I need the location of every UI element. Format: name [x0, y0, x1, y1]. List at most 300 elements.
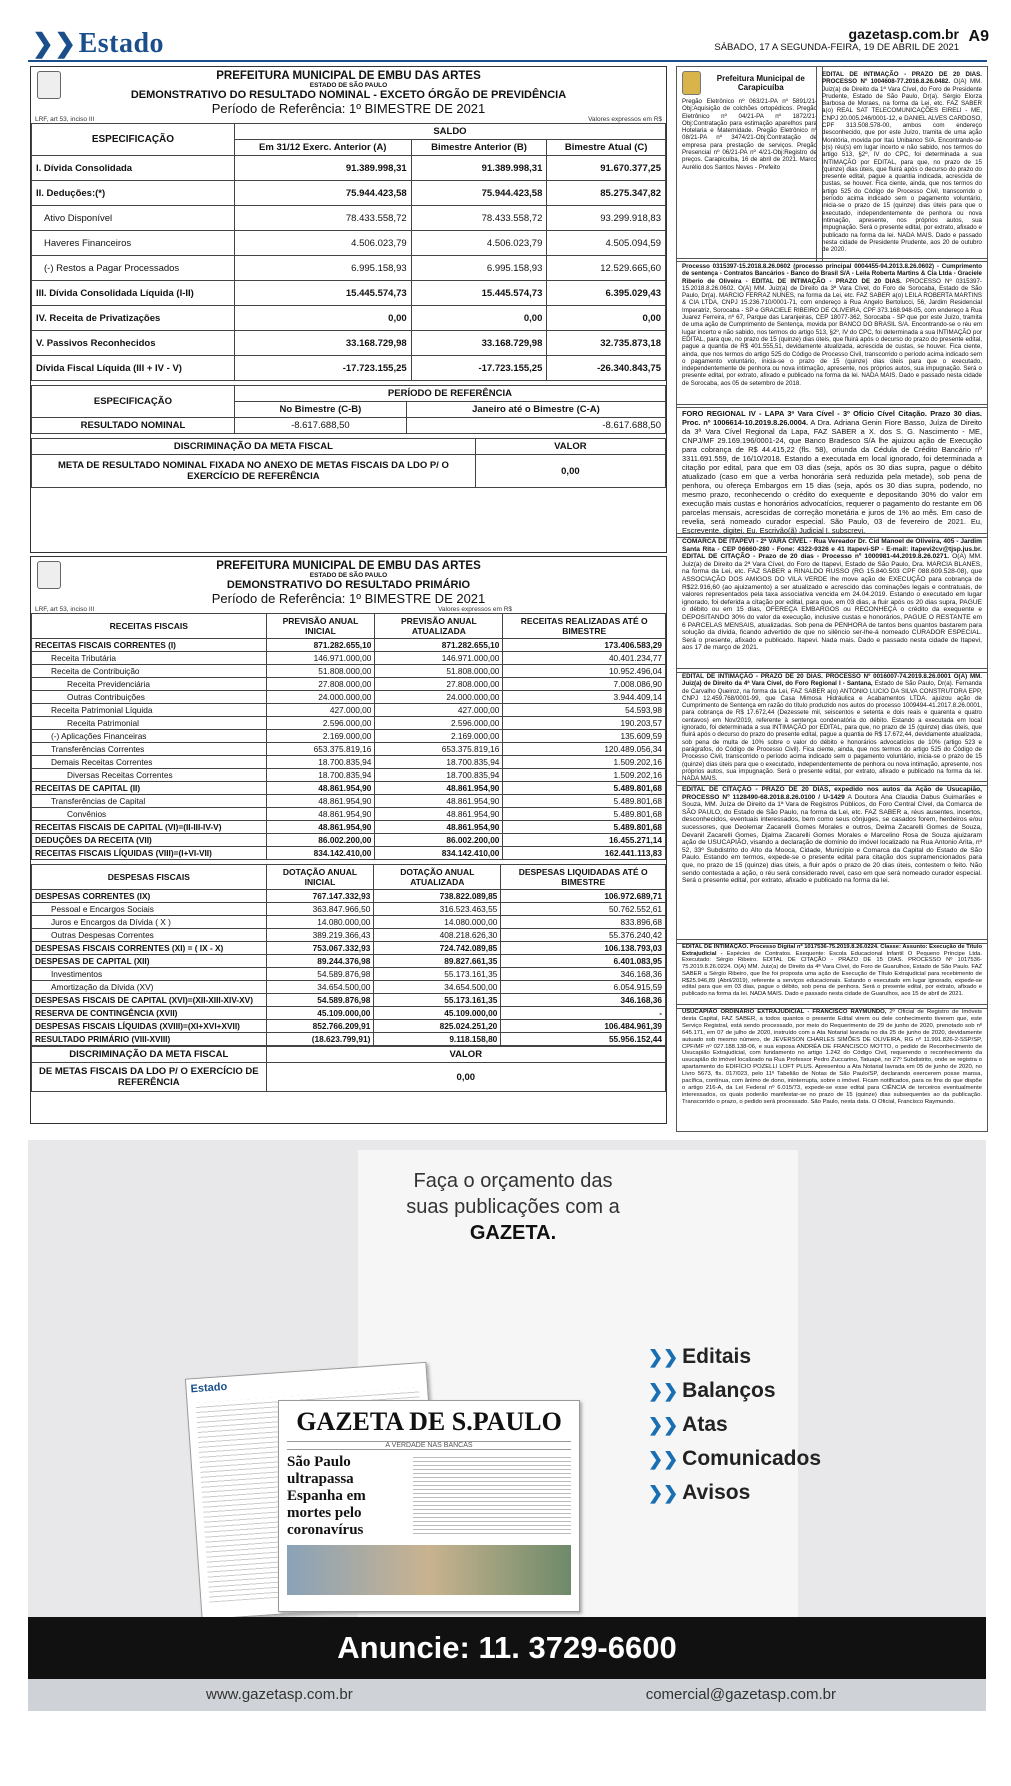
row-value: (18.623.799,91): [266, 1033, 374, 1046]
table-row: [32, 678, 666, 691]
row-label: Receita Patrimonial: [32, 717, 267, 730]
period-head: PERÍODO DE REFERÊNCIA: [234, 386, 665, 402]
row-value: 5.489.801,68: [503, 821, 666, 834]
edital-8: [676, 1004, 988, 1132]
table-row: [32, 717, 666, 730]
row-value: 33.168.729,98: [411, 331, 547, 356]
row-value: 833.896,68: [501, 916, 666, 929]
meta-table: [31, 1046, 666, 1092]
row-value: 18.700.835,94: [375, 756, 503, 769]
row-value: 15.445.574,73: [234, 281, 411, 306]
site-url: gazetasp.com.br: [848, 26, 959, 42]
nominal-table: [31, 123, 666, 381]
row-value: 724.742.089,85: [374, 942, 501, 955]
col-especificacao: ESPECIFICAÇÃO: [32, 124, 235, 156]
table-row: [32, 929, 666, 942]
newspaper-name: GAZETA DE S.PAULO: [296, 1407, 562, 1436]
table-row: [32, 808, 666, 821]
row-value: 6.995.158,93: [234, 256, 411, 281]
ad-site[interactable]: www.gazetasp.com.br: [206, 1686, 353, 1703]
row-value: 427.000,00: [266, 704, 375, 717]
row-value: 346.168,36: [501, 994, 666, 1007]
row-value: 738.822.089,85: [374, 890, 501, 903]
row-value: 86.002.200,00: [375, 834, 503, 847]
row-label: Amortização da Dívida (XV): [32, 981, 267, 994]
row-value: 9.118.158,80: [374, 1033, 501, 1046]
res-val-ca: -8.617.688,50: [406, 418, 665, 434]
row-value: 14.080.000,00: [374, 916, 501, 929]
edital-4: [676, 533, 988, 673]
table-row: [32, 691, 666, 704]
edital-body: O(A) MM. Juiz(a) de Direito da 1ª Vara Cível, do Foro de Presidente Prudente, Estado de São Paulo, Dr(a). Sérgio Elorza Barbosa de Moraes, na forma da Lei, etc. FAZ SABER a(o) REAL SAT TELECOMUNICAÇÕES EIRELI - ME, CNPJ 20.005.246/0001-12, e DANIEL ALVES CARDOSO, CPF 313.508.578-00, ambos com endereço desconhecido, que por este Juízo, tramita de uma ação Monitória, movida por Itaú Unibanco S/A. Encontrando-se o(s) réu(s) em lugar incerto e não sabido, nos termos do artigo 513, §2º, IV do CPC, foi determinada a sua INTIMAÇÃO por EDITAL, para que, no prazo de 15 (quinze) dias úteis, que fluirá após o decurso do prazo do presente edital, pague a quantia indicada, acrescida de custas, se houver. Fica ciente, ainda, que nos termos do artigo 525 do Código de Processo Civil, transcorrido o período acima indicado sem o pagamento voluntário, inicia-se o prazo de 15 (quinze) dias úteis para que o executado, independentemente de penhora ou nova intimação, apresente, nos próprios autos, sua impugnação. Será o presente edital, por extrato, afixado e publicado na forma da lei. NADA MAIS. Dado e passado nesta cidade de Presidente Prudente, aos 20 de outubro de 2020.: [822, 78, 982, 254]
res-val-cb: -8.617.688,50: [234, 418, 406, 434]
row-value: 55.956.152,44: [501, 1033, 666, 1046]
table-resultado-nominal: [30, 66, 667, 553]
ad-item: [648, 1340, 821, 1374]
newspaper-back-section: Estado: [190, 1380, 228, 1396]
row-value: 16.455.271,14: [503, 834, 666, 847]
row-value: 18.700.835,94: [266, 756, 375, 769]
row-value: 2.596.000,00: [266, 717, 375, 730]
chevron-icon: ❯❯: [648, 1415, 679, 1435]
row-label: III. Dívida Consolidada Líquida (I-II): [32, 281, 235, 306]
row-value: 120.489.056,34: [503, 743, 666, 756]
table-row: [32, 652, 666, 665]
table-row: [32, 281, 666, 306]
law-ref: LRF, art 53, inciso III: [35, 116, 95, 123]
col-saldo: SALDO: [234, 124, 665, 140]
row-value: 48.861.954,90: [266, 808, 375, 821]
org-state: ESTADO DE SÃO PAULO: [309, 82, 388, 89]
org-state: ESTADO DE SÃO PAULO: [309, 572, 388, 579]
row-value: 146.971.000,00: [375, 652, 503, 665]
row-value: 6.395.029,43: [547, 281, 666, 306]
row-label: DESPESAS DE CAPITAL (XII): [32, 955, 267, 968]
row-value: 32.735.873,18: [547, 331, 666, 356]
ad-item-label: Avisos: [682, 1481, 751, 1504]
report-title: DEMONSTRATIVO DO RESULTADO NOMINAL - EXCETO ÓRGÃO DE PREVIDÊNCIA: [130, 89, 567, 101]
row-value: 871.282.655,10: [375, 639, 503, 652]
period-col-cb: No Bimestre (C-B): [234, 402, 406, 418]
row-label: Dívida Fiscal Líquida (III + IV - V): [32, 356, 235, 381]
row-value: 363.847.966,50: [266, 903, 374, 916]
edital-head: COMARCA DE ITAPEVI - 2ª VARA CÍVEL - Rua Vereador Dr. Cid Manoel de Oliveira, 405 - Jardim Santa Rita - CEP 06660-280 - Fone: 4322-9326 e 41 Itapevi-SP - E-mail: itapevi2cv@tjsp.jus.br. EDITAL DE CITAÇÃO - Prazo de 20 dias - Processo nº 1000981-44.2019.8.26.0271.: [682, 538, 982, 561]
row-label: V. Passivos Reconhecidos: [32, 331, 235, 356]
org-name: PREFEITURA MUNICIPAL DE EMBU DAS ARTES: [216, 70, 481, 82]
row-value: 91.389.998,31: [411, 156, 547, 181]
row-value: 91.670.377,25: [547, 156, 666, 181]
row-value: 15.445.574,73: [411, 281, 547, 306]
edital-body: O(A) MM. Juiz(a) de Direito da 2ª Vara Cível, do Foro de Itapevi, Estado de São Paulo, Dra. MARCIA BLANES, na forma da Lei, etc. FAZ SABER a RINALDO RUSSO (RG 15.840.503 CPF 088.609.528-08), que ASSOCIAÇÃO DOS AMIGOS DO VILA VERDE lhe move ação de EXECUÇÃO para cobrança de R$22.916,60 (ao ajuizamento) a ser atualizado e acrescido das cominações legais e contratuais, de valores representados pela taxa associativa vencida em 24.04.2019. Estando o executado em lugar ignorado, foi deferida a citação por edital, para que, em 03 dias, a fluir após os 20 dias supra, PAGUE o débito ou em 15 dias, OFEREÇA EMBARGOS ou RECONHEÇA o crédito da exequente e DEPOSITANDO 30% do valor da execução, inclusive custas e honorários, PAGUE O RESTANTE em 6 PARCELAS MENSAIS, atualizadas. Sob pena de PENHORA de tantos bens quantos bastarem para solução da dívida, ficando advertido de que no silêncio ser-lhe-á nomeado CURADOR ESPECIAL. Será o presente, afixado e publicado. Itapevi. Nada mais. Dado e passado nesta cidade de Itapevi, aos 17 de março de 2021.: [682, 553, 982, 652]
carapicuiba-head: Prefeitura Municipal de Carapicuíba: [716, 74, 805, 92]
row-value: 389.219.366,43: [266, 929, 374, 942]
row-value: 4.505.094,59: [547, 231, 666, 256]
row-value: 106.138.793,03: [501, 942, 666, 955]
row-value: -26.340.843,75: [547, 356, 666, 381]
row-value: 0,00: [547, 306, 666, 331]
row-value: 89.827.661,35: [374, 955, 501, 968]
ad-item: [648, 1408, 821, 1442]
newspaper-headline: São Paulo ultrapassa Espanha em mortes pelo coronavírus: [287, 1454, 366, 1538]
row-value: 6.054.915,59: [501, 981, 666, 994]
row-label: Pessoal e Encargos Sociais: [32, 903, 267, 916]
table-row: [32, 306, 666, 331]
row-value: -: [501, 1007, 666, 1020]
row-value: 91.389.998,31: [234, 156, 411, 181]
row-value: 27.808.000,00: [266, 678, 375, 691]
table-row: [32, 181, 666, 206]
table-row: [32, 639, 666, 652]
row-label: DESPESAS FISCAIS LÍQUIDAS (XVIII)=(XI+XVI+XVII): [32, 1020, 267, 1033]
row-label: Outras Despesas Correntes: [32, 929, 267, 942]
ad-phone-banner: [28, 1617, 986, 1679]
ad-headline-1: Faça o orçamento das: [413, 1170, 613, 1192]
edital-head: EDITAL DE CITAÇÃO - PRAZO DE 20 DIAS, expedido nos autos da Ação de Usucapião, PROCESSO Nº 1128490-68.2018.8.26.0100 / U-1429: [682, 786, 982, 801]
table-row: [32, 1033, 666, 1046]
col-b: Bimestre Anterior (B): [411, 140, 547, 156]
ad-item: [648, 1374, 821, 1408]
row-value: 48.861.954,90: [375, 821, 503, 834]
col-header: RECEITAS FISCAIS: [32, 614, 267, 639]
row-value: 4.506.023,79: [234, 231, 411, 256]
col-header: DESPESAS LIQUIDADAS ATÉ O BIMESTRE: [501, 865, 666, 890]
col-header: PREVISÃO ANUAL INICIAL: [266, 614, 375, 639]
row-value: 1.509.202,16: [503, 769, 666, 782]
row-label: DEDUÇÕES DA RECEITA (VII): [32, 834, 267, 847]
report-title: DEMONSTRATIVO DO RESULTADO PRIMÁRIO: [226, 579, 471, 591]
row-label: Receita de Contribuição: [32, 665, 267, 678]
row-value: 75.944.423,58: [234, 181, 411, 206]
table-row: [32, 156, 666, 181]
table-row: [32, 206, 666, 231]
units-note: Valores expressos em R$: [588, 116, 662, 123]
masthead-rule: [28, 60, 987, 62]
meta-head: DISCRIMINAÇÃO DA META FISCAL: [32, 1047, 267, 1063]
row-value: 55.376.240,42: [501, 929, 666, 942]
row-value: 51.808.000,00: [375, 665, 503, 678]
table-row: [32, 356, 666, 381]
issue-date: SÁBADO, 17 A SEGUNDA-FEIRA, 19 DE ABRIL DE 2021: [714, 42, 959, 53]
ad-email[interactable]: comercial@gazetasp.com.br: [645, 1686, 836, 1703]
table-row: [32, 994, 666, 1007]
row-value: 825.024.251,20: [374, 1020, 501, 1033]
edital-body: Estado de São Paulo, Dr(a). Fernanda de Carvalho Queiroz, na forma da Lei, FAZ SABER a(o) ANTONIO LUCIO DA SILVA CONSTRUTORA EPP, CNPJ 12.459.768/0001-99, que Casa Mimosa Hidráulica e Acabamentos LTDA. ajuizou ação de Cumprimento de Sentença em razão do título produzido nos autos do processo 1009494-41.2017.8.26.0001, para cobrança de R$ 17.672,44 (Dezessete mil, seiscentos e setenta e dois reais e quarenta e quatro centavos) em Nov/2019, referente à sentença condenatória do débito. Estando a executada em local ignorado, foi determinada a sua INTIMAÇÃO por EDITAL, para que, no prazo de 15 (quinze) dias úteis, que fluirá após o decurso do prazo do presente edital, pague a quantia de R$ 17.672,44, devidamente atualizada, sob pena de multa de 10% sobre o valor do débito e honorários advocatícios de 10% (artigo 523 e parágrafos, do Código de Processo Civil). Fica ciente, ainda, que nos termos do artigo 525 do Código de Processo Civil, transcorrido o período acima indicado sem o pagamento voluntário, inicia-se o prazo de 15 (quinze) dias úteis para que o executado, independentemente de penhora ou nova intimação, apresente, nos próprios autos, sua impugnação. Será o presente edital, por extrato, afixado e publicado na forma da lei. NADA MAIS.: [682, 680, 982, 783]
row-value: 408.218.626,30: [374, 929, 501, 942]
row-label: Demais Receitas Correntes: [32, 756, 267, 769]
col-header: DESPESAS FISCAIS: [32, 865, 267, 890]
table-row: [32, 665, 666, 678]
carapicuiba-notice: [676, 66, 823, 262]
col-c: Bimestre Atual (C): [547, 140, 666, 156]
row-value: 18.700.835,94: [375, 769, 503, 782]
row-value: 51.808.000,00: [266, 665, 375, 678]
ad-headline-2: suas publicações com a: [406, 1196, 620, 1218]
row-value: 6.995.158,93: [411, 256, 547, 281]
row-value: 75.944.423,58: [411, 181, 547, 206]
row-value: 135.609,59: [503, 730, 666, 743]
row-value: 50.762.552,61: [501, 903, 666, 916]
meta-val-head: VALOR: [266, 1047, 665, 1063]
res-label: RESULTADO NOMINAL: [32, 418, 235, 434]
row-value: 162.441.113,83: [503, 847, 666, 860]
masthead-info: [687, 26, 987, 53]
carapicuiba-text: Pregão Eletrônico nº 063/21-PA nº 5891/21-Obj:Aquisição de colchões ortopédicos. Pregão Eletrônico nº 04/21-PA nº 1872/21-Obj:Contratação para estimação aparelhos para Hotelaria e Maternidade. Pregão Eletrônico nº 08/21-PA nº 3474/21-Obj:Contratação de empresa para prestação de serviços. Pregão Presencial nº 06/21-PA nº 4/21-Obj:Registro de preços. Carapicuíba, 16 de abril de 2021. Marco Aurélio dos Santos Neves - Prefeito: [682, 98, 817, 171]
row-value: 14.080.000,00: [266, 916, 374, 929]
row-value: 852.766.209,91: [266, 1020, 374, 1033]
edital-head: Processo 0315397-15.2018.8.26.0602 (processo principal 0004455-94.2013.8.26.0602) - Cumprimento de sentença - Contratos Bancários - Banco do Brasil S/A - Leila Roberta Martins & Cia Ltda - Graciele Riberio de Oliveira - EDITAL DE INTIMAÇÃO - PRAZO DE 20 DIAS.: [682, 263, 982, 285]
row-label: DESPESAS CORRENTES (IX): [32, 890, 267, 903]
row-label: Haveres Financeiros: [32, 231, 235, 256]
ad-services-list: [648, 1340, 821, 1510]
row-label: Ativo Disponível: [32, 206, 235, 231]
row-label: Receita Patrimonial Líquida: [32, 704, 267, 717]
row-label: Diversas Receitas Correntes: [32, 769, 267, 782]
row-value: 106.972.689,71: [501, 890, 666, 903]
edital-body: A Doutora Ana Claudia Dabus Guimarães e Souza, MM. Juíza de Direito da 1ª Vara de Registros Públicos, do Foro Central Cível, da Comarca de SÃO PAULO, do Estado de São Paulo, na forma da Lei, etc. FAZ SABER a, réus ausentes, incertos, desconhecidos, eventuais interessados, bem como seus cônjuges, se casados forem, herdeiros e/ou sucessores, que Deolemar Zacarelli Gomes Morales e outros, Delma Zacarelli Gomes de Souza, Devanil Zacarelli Gomes, Djalma Zacarelli Gomes Morales e Marcelino Rosa de Souza ajuizaram ação de USUCAPIÃO, visando a declaração de domínio do imóvel localizado na Rua Antonio Arita, nº 52, 33º Subdistrito do Alto da Mooca, Cidade, Município e Comarca da Capital do Estado de São Paulo. Estando em termos, expede-se o presente edital para citação dos supramencionados para que, no prazo de 15 (quinze) dias úteis, a fluir após o prazo de 20 dias úteis, contestem o feito. Não sendo contestada a ação, o réu será considerado revel, caso em que será nomeado curador especial. Será o presente edital, por extrato, afixado e publicado na forma da lei.: [682, 793, 983, 885]
meta-val: 0,00: [475, 455, 665, 488]
row-label: Receita Tributária: [32, 652, 267, 665]
col-header: PREVISÃO ANUAL ATUALIZADA: [375, 614, 503, 639]
row-value: 316.523.463,55: [374, 903, 501, 916]
row-label: RECEITAS FISCAIS DE CAPITAL (VI)=(II-III-IV-V): [32, 821, 267, 834]
receitas-table: [31, 613, 666, 860]
row-value: 78.433.558,72: [234, 206, 411, 231]
ad-headline: [388, 1168, 638, 1246]
row-label: Transferências de Capital: [32, 795, 267, 808]
edital-body: Espécies de Contratos. Exequente: Escola Educacional Infantil O Pequeno Príncipe Ltda. Executado: Sérgio Ribeiro. EDITAL DE CITAÇÃO - PRAZO DE 15 DIAS. PROCESSO Nº 1017536-75.2019.8.26.0224. O(A) MM. Juiz(a) de Direito da 4ª Vara Cível, do Foro de Guarulhos, Estado de São Paulo. FAZ SABER a Sérgio Ribeiro, que lhe foi proposta uma ação de Execução de Título Extrajudicial para recebimento de R$25.946,89 (Abril/2019), referente a serviços educacionais. Estando o executado em lugar ignorado, expede-se edital para que em 03 dias, pague o débito, sob pena de penhora. Será o presente edital, por extrato, afixado e publicado na forma da lei. NADA MAIS. Dado e passado nesta cidade de Guarulhos, aos 15 de abril de 2021.: [682, 950, 982, 997]
row-label: Convênios: [32, 808, 267, 821]
row-value: 1.509.202,16: [503, 756, 666, 769]
period-table: [31, 385, 666, 434]
row-value: 767.147.332,93: [266, 890, 374, 903]
row-label: (-) Restos a Pagar Processados: [32, 256, 235, 281]
row-value: 4.506.023,79: [411, 231, 547, 256]
edital-head: USUCAPIÃO ORDINÁRIO EXTRAJUDICIAL - FRANCISCO RAYMUNDO,: [682, 1009, 887, 1015]
row-value: 6.401.083,95: [501, 955, 666, 968]
row-value: 871.282.655,10: [266, 639, 375, 652]
row-value: 5.489.801,68: [503, 808, 666, 821]
row-value: 834.142.410,00: [375, 847, 503, 860]
row-value: 48.861.954,90: [266, 821, 375, 834]
row-value: 86.002.200,00: [266, 834, 375, 847]
row-label: Investimentos: [32, 968, 267, 981]
row-value: 0,00: [411, 306, 547, 331]
row-value: 48.861.954,90: [375, 782, 503, 795]
row-value: 54.589.876,98: [266, 994, 374, 1007]
table-row: [32, 730, 666, 743]
row-value: 33.168.729,98: [234, 331, 411, 356]
row-value: 55.173.161,35: [374, 968, 501, 981]
edital-1: [816, 66, 988, 262]
table-row: [32, 256, 666, 281]
row-value: 146.971.000,00: [266, 652, 375, 665]
row-label: I. Dívida Consolidada: [32, 156, 235, 181]
report-period: Período de Referência: 1º BIMESTRE DE 2021: [211, 591, 486, 606]
table-row: [32, 821, 666, 834]
row-value: 45.109.000,00: [374, 1007, 501, 1020]
table-row: [32, 782, 666, 795]
chevron-logo-icon: ❯❯: [32, 29, 77, 58]
meta-label: META DE RESULTADO NOMINAL FIXADA NO ANEXO DE METAS FISCAIS DA LDO P/ O EXERCÍCIO DE REFERÊNCIA: [32, 455, 476, 488]
row-label: Juros e Encargos da Dívida ( X ): [32, 916, 267, 929]
row-label: (-) Aplicações Financeiras: [32, 730, 267, 743]
report-period: Período de Referência: 1º BIMESTRE DE 2021: [211, 101, 486, 116]
row-value: 93.299.918,83: [547, 206, 666, 231]
meta-val-head: VALOR: [475, 439, 665, 455]
table-row: [32, 903, 666, 916]
law-ref: LRF, art 53, inciso III: [35, 606, 95, 613]
row-label: Receita Previdenciária: [32, 678, 267, 691]
edital-head: FORO REGIONAL IV - LAPA 3ª Vara Cível - 3º Ofício Cível Citação. Prazo 30 dias. Proc. nº 1006614-10.2019.8.26.0004.: [682, 409, 982, 427]
row-value: 2.596.000,00: [375, 717, 503, 730]
row-value: 78.433.558,72: [411, 206, 547, 231]
meta-head: DISCRIMINAÇÃO DA META FISCAL: [32, 439, 476, 455]
row-value: 45.109.000,00: [266, 1007, 374, 1020]
row-value: 34.654.500,00: [374, 981, 501, 994]
row-value: -17.723.155,25: [234, 356, 411, 381]
meta-val: 0,00: [266, 1063, 665, 1092]
newspaper-front-image: [278, 1400, 580, 1612]
row-value: 48.861.954,90: [266, 795, 375, 808]
table-row: [32, 981, 666, 994]
table-row: [32, 231, 666, 256]
row-value: 653.375.819,16: [266, 743, 375, 756]
row-value: 753.067.332,93: [266, 942, 374, 955]
carapicuiba-seal-icon: [682, 71, 701, 95]
table-row: [32, 834, 666, 847]
page-number: A9: [968, 28, 989, 45]
table-row: [32, 331, 666, 356]
row-value: 653.375.819,16: [375, 743, 503, 756]
row-value: 34.654.500,00: [266, 981, 374, 994]
row-label: DESPESAS FISCAIS DE CAPITAL (XVI)=(XII-XIII-XIV-XV): [32, 994, 267, 1007]
edital-6: [676, 781, 988, 944]
ad-item: [648, 1442, 821, 1476]
row-label: RESULTADO PRIMÁRIO (VIII-XVIII): [32, 1033, 267, 1046]
edital-head: EDITAL DE INTIMAÇÃO. Processo Digital nº 1017536-75.2019.8.26.0224. Classe: Assunto: Execução de Título Extrajudicial -: [682, 944, 982, 957]
row-label: RESERVA DE CONTINGÊNCIA (XVII): [32, 1007, 267, 1020]
row-value: 24.000.000,00: [266, 691, 375, 704]
municipal-seal-icon: [37, 561, 61, 589]
table-row: [32, 890, 666, 903]
row-value: 834.142.410,00: [266, 847, 375, 860]
edital-7: [676, 939, 988, 1009]
section-title: Estado: [78, 28, 165, 59]
gazeta-advertisement: [28, 1140, 986, 1660]
col-header: RECEITAS REALIZADAS ATÉ O BIMESTRE: [503, 614, 666, 639]
edital-3: [676, 404, 988, 538]
row-value: 5.489.801,68: [503, 795, 666, 808]
table-row: [32, 704, 666, 717]
edital-body: A Dra. Adriana Genin Fiore Basso, Juíza de Direito da 3ª Vara Cível Regional da Lapa, FAZ SABER a X. dos S. G. Nascimento - ME, CNPJ/MF 29.169.196/0001-24, que Banco Bradesco S/A lhe ajuizou ação de Execução para cobrança de R$ 44.415,22 (fls. 58), oriunda da Cédula de Crédito Bancário nº 3311.691.559, de 16/10/2018. Estando a executada em local ignorado, foi determinada a citação por edital, para que em 03 dias (seja, após os 30 dias supra, pague o débito atualizado (caso em que a verba honorária será reduzida pela metade), sob pena de penhora, ou ofereça Embargos em 15 dias (seja, após os 30 dias supra, podendo, no mesmo prazo, reconhecendo o crédito do exequente e depositando 30% do valor em execução mais custas e honorários advocatícios, requerer o pagamento do restante em 06 parcelas mensais, acrescidas de correção monetária e juros de 1% ao mês. Em caso de revelia, será nomeado curador especial. São Paulo, 03 de fevereiro de 2021. Eu, Escrevente, digitei. Eu, Escrivão(ã) Judicial I, subscrevi.: [682, 418, 982, 535]
table-row: [32, 769, 666, 782]
row-value: 2.169.000,00: [266, 730, 375, 743]
row-value: 27.808.000,00: [375, 678, 503, 691]
period-spec: ESPECIFICAÇÃO: [32, 386, 235, 418]
despesas-table: [31, 864, 666, 1046]
row-value: 7.008.086,90: [503, 678, 666, 691]
edital-body: PROCESSO Nº 0315397-15.2018.8.26.0602. O(A) MM. Juiz(a) de Direito da 3ª Vara Cível, do Foro de Sorocaba, Estado de São Paulo, Dr(a). MARCIO FERRAZ NUNES, na forma da Lei, etc. FAZ SABER a(o) LEILA ROBERTA MARTINS & CIA LTDA, CNPJ 15.236.710/0001-71, com endereço à Rua Angelo Bertolucci, 56, Jardim Residencial Imperatriz, Sorocaba - SP e GRACIELE RIBEIRO DE OLIVEIRA, CPF 373.168.948-05, com endereço à Rua Juarez Ferreira, nº 67, Parque das Laranjeiras, CEP 18077-362, Sorocaba - SP que por este Juízo, tramita de uma ação de Cumprimento de Sentença, movida por BANCO DO BRASIL S/A. Encontrando-se o réu em lugar incerto e não sabido, nos termos do artigo 513, §2º, IV do CPC, foi determinada a sua INTIMAÇÃO por EDITAL, para que, no prazo de 15 (quinze) dias úteis, que fluirá após o decurso do prazo do presente edital, pague a quantia de R$ 401.555,51, devidamente atualizada, acrescida de custas, se houver. Fica ciente, ainda, que nos termos do artigo 525 do Código de Processo Civil, transcorrido o período acima indicado sem o pagamento voluntário, inicia-se o prazo de 15 (quinze) dias úteis para que o executado, independentemente de penhora ou nova intimação, apresente, nos próprios autos, sua impugnação. Será o presente edital, por extrato, afixado e publicado na forma da lei. NADA MAIS. Dado e passado nesta cidade de Sorocaba, aos 05 de setembro de 2018.: [682, 277, 982, 387]
edital-head: EDITAL DE INTIMAÇÃO - PRAZO DE 20 DIAS. PROCESSO Nº 0016007-74.2019.8.26.0001 O(A) MM. Juiz(a) de Direito da 4ª Vara Cível, do Foro Regional I - Santana,: [682, 673, 982, 688]
units-note: Valores expressos em R$: [438, 606, 512, 613]
row-value: 18.700.835,94: [266, 769, 375, 782]
row-value: 24.000.000,00: [375, 691, 503, 704]
meta-label: DE METAS FISCAIS DA LDO P/ O EXERCÍCIO DE REFERÊNCIA: [32, 1063, 267, 1092]
ad-item: [648, 1476, 821, 1510]
table-row: [32, 1007, 666, 1020]
row-label: Outras Contribuições: [32, 691, 267, 704]
edital-body: 2º Oficial de Registro de Imóveis desta Capital, FAZ SABER, a todos quantos o presente Edital virem ou dele conhecimento tiverem que, este Serviço Registral, está sendo processado, por meio do Requerimento de 29 de junho de 2020, prenotado sob nº 645.171, em 07 de julho de 2020, instruído com a Ata Notarial lavrada no dia 25 de junho de 2020, devidamente autuado sob mesmo número, de JEVERSON CHARLES SIMÕES DE OLIVEIRA, RG nº 11.991.826-2-SSP/SP, CPF/MF nº 027.188.138-06, e sua esposa ANDRÉA DE FRANCISCO MOTTO, o pedido de Reconhecimento de Usucapião Extrajudicial, com fundamento no artigo 1.242 do Código Civil, requerendo o reconhecimento da usucapião do imóvel localizado na Rua Professor Pedro Zuccarino, Tatuapé, no 27º Subdistrito, onde se registra o apartamento do EDIFÍCIO POZELLI LOFT PLUS. Apresentou a Ata Notarial lavrada em 05 de junho de 2020, no Livro 5673, fls. 017/023, pelo 11º Tabelião de Notas de São Paulo/SP, declarando exercerem posse mansa, pacífica, contínua, com ânimo de dono, ininterrupta, sobre o imóvel. Ficam notificados, para os fins do que dispõe o artigo 216-A, da Lei Federal nº 6.015/73, expede-se esse edital para CIÊNCIA de terceiros eventualmente interessados, os quais poderão manifestar-se no prazo de 15 (quinze) dias subsequentes ao da publicação. Transcorrido o prazo, o pedido será processado. São Paulo, nesta data. O Oficial, Francisco Raymundo.: [682, 1009, 982, 1105]
org-name: PREFEITURA MUNICIPAL DE EMBU DAS ARTES: [216, 560, 481, 572]
table-row: [32, 916, 666, 929]
col-header: DOTAÇÃO ANUAL ATUALIZADA: [374, 865, 501, 890]
row-value: 2.169.000,00: [375, 730, 503, 743]
row-value: 5.489.801,68: [503, 782, 666, 795]
row-value: 55.173.161,35: [374, 994, 501, 1007]
table-row: [32, 756, 666, 769]
col-a: Em 31/12 Exerc. Anterior (A): [234, 140, 411, 156]
edital-5: [676, 668, 988, 786]
table-row: [32, 743, 666, 756]
chevron-icon: ❯❯: [648, 1449, 679, 1469]
row-value: 54.589.876,98: [266, 968, 374, 981]
ad-footer: [28, 1679, 986, 1711]
ad-item-label: Comunicados: [682, 1447, 822, 1470]
table-row: [32, 942, 666, 955]
row-label: II. Deduções:(*): [32, 181, 235, 206]
row-value: 346.168,36: [501, 968, 666, 981]
table-row: [32, 795, 666, 808]
section-logo: [32, 28, 164, 60]
ad-phone: Anuncie: 11. 3729-6600: [337, 1630, 677, 1665]
row-label: RECEITAS FISCAIS CORRENTES (I): [32, 639, 267, 652]
row-value: 427.000,00: [375, 704, 503, 717]
row-value: -17.723.155,25: [411, 356, 547, 381]
chevron-icon: ❯❯: [648, 1347, 679, 1367]
period-col-ca: Janeiro até o Bimestre (C-A): [406, 402, 665, 418]
row-value: 48.861.954,90: [266, 782, 375, 795]
table-row: [32, 1020, 666, 1033]
row-label: RECEITAS DE CAPITAL (II): [32, 782, 267, 795]
chevron-icon: ❯❯: [648, 1483, 679, 1503]
row-label: DESPESAS FISCAIS CORRENTES (XI) = ( IX - X): [32, 942, 267, 955]
row-value: 173.406.583,29: [503, 639, 666, 652]
row-value: 40.401.234,77: [503, 652, 666, 665]
row-label: IV. Receita de Privatizações: [32, 306, 235, 331]
ad-item-label: Atas: [682, 1413, 728, 1436]
edital-2: [676, 258, 988, 408]
ad-item-label: Editais: [682, 1345, 752, 1368]
edital-head: EDITAL DE INTIMAÇÃO - PRAZO DE 20 DIAS. PROCESSO Nº 1004608-77.2016.8.26.0482.: [822, 71, 982, 86]
row-value: 54.593,98: [503, 704, 666, 717]
row-value: 89.244.376,98: [266, 955, 374, 968]
table-row: [32, 955, 666, 968]
row-value: 3.944.409,14: [503, 691, 666, 704]
row-value: 12.529.665,60: [547, 256, 666, 281]
ad-item-label: Balanços: [682, 1379, 776, 1402]
col-header: DOTAÇÃO ANUAL INICIAL: [266, 865, 374, 890]
table-resultado-primario: [30, 556, 667, 1124]
row-value: 190.203,57: [503, 717, 666, 730]
row-value: 0,00: [234, 306, 411, 331]
chevron-icon: ❯❯: [648, 1381, 679, 1401]
municipal-seal-icon: [37, 71, 61, 99]
row-value: 85.275.347,82: [547, 181, 666, 206]
ad-headline-3: GAZETA.: [469, 1222, 557, 1244]
meta-table: [31, 438, 666, 488]
row-value: 48.861.954,90: [375, 808, 503, 821]
row-value: 106.484.961,39: [501, 1020, 666, 1033]
